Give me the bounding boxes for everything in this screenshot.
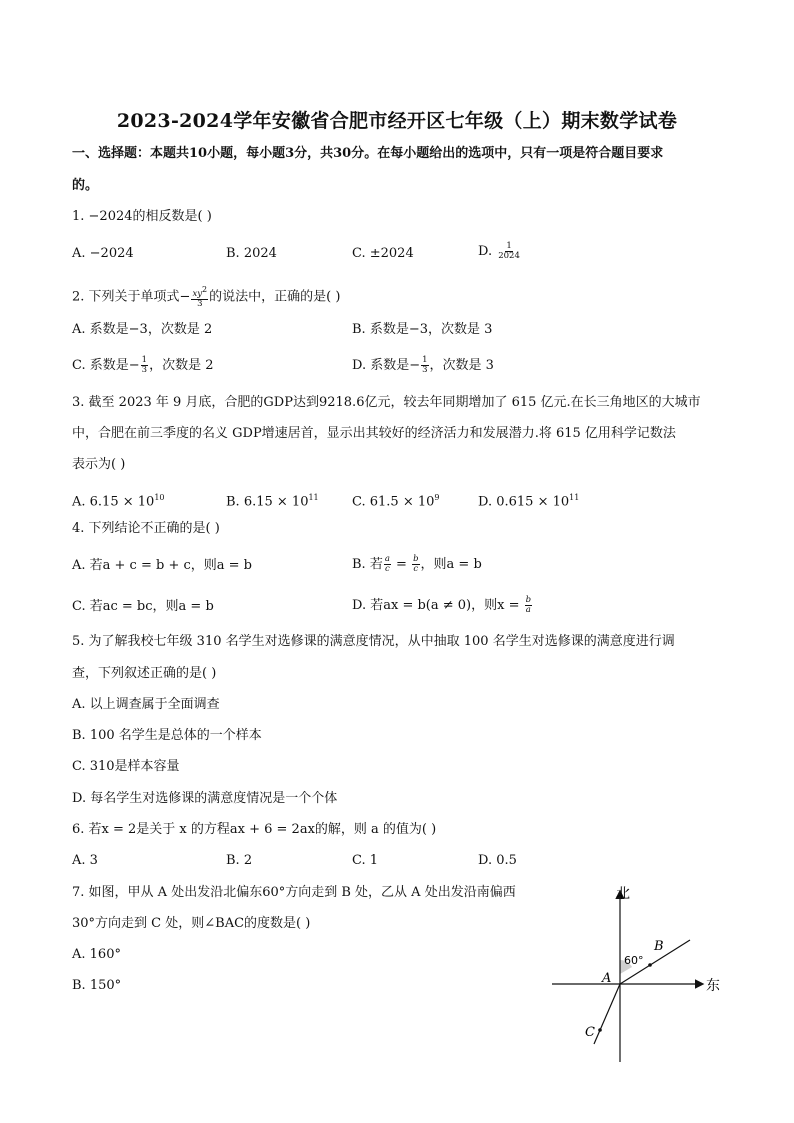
direction-diagram: [548, 878, 728, 1068]
q1-option-c: C. ±2024: [352, 246, 414, 261]
q2-option-b: B. 系数是−3，次数是 3: [352, 322, 493, 337]
angle-label: 60°: [624, 954, 644, 967]
q5-option-d: D. 每名学生对选修课的满意度情况是一个个体: [72, 791, 338, 806]
q2-option-d: D. 系数是− $\frac{1}{3}$ ，次数是 3: [352, 355, 494, 375]
q5-option-b: B. 100 名学生是总体的一个样本: [72, 728, 262, 743]
question-3-line-3: 表示为( ): [72, 457, 126, 472]
q4-option-c: C. 若ac = bc，则a = b: [72, 599, 214, 614]
point-b: [648, 963, 652, 967]
q5-option-c: C. 310是样本容量: [72, 759, 180, 774]
q7-option-a: A. 160°: [72, 947, 121, 962]
question-3-line-2: 中，合肥在前三季度的名义 GDP增速居首，显示出其较好的经济活力和发展潜力.将 615 亿用科学记数法: [72, 426, 676, 441]
q3-option-c: C. $61.5 \times 10^9$: [352, 493, 440, 510]
q2-option-a: A. 系数是−3，次数是 2: [72, 322, 213, 337]
question-7-line-2: 30°方向走到 C 处，则∠BAC的度数是( ): [72, 916, 311, 931]
section-heading-cont: 的。: [72, 178, 99, 193]
question-2-stem: 2. 下列关于单项式− $\frac{xy^2}{3}$ 的说法中，正确的是( ): [72, 285, 341, 309]
q3-option-a: A. $6.15 \times 10^{10}$: [72, 493, 165, 510]
north-label: 北: [616, 886, 630, 902]
label-c: C: [585, 1025, 595, 1040]
question-5-line-2: 查，下列叙述正确的是( ): [72, 666, 217, 681]
q7-option-b: B. 150°: [72, 978, 122, 993]
q1-option-a: A. −2024: [72, 246, 134, 261]
q1-option-d: D. $\frac{1}{2024}$: [478, 241, 520, 261]
question-3-line-1: 3. 截至 2023 年 9 月底，合肥的GDP达到9218.6亿元，较去年同期增加了 615 亿元.在长三角地区的大城市: [72, 395, 701, 410]
q4-option-b: B. 若 $\frac{a}{c}$ = $\frac{b}{c}$ ，则a = b: [352, 554, 482, 574]
q2-option-c: C. 系数是− $\frac{1}{3}$ ，次数是 2: [72, 355, 214, 375]
point-c: [598, 1028, 602, 1032]
section-heading: 一、选择题：本题共10小题，每小题3分，共30分。在每小题给出的选项中，只有一项是符合题目要求: [72, 146, 664, 161]
q3-option-b: B. $6.15 \times 10^{11}$: [226, 493, 319, 510]
q4-option-d: D. 若ax = b(a ≠ 0)，则x = $\frac{b}{a}$: [352, 595, 532, 615]
q1-option-b: B. 2024: [226, 246, 277, 261]
label-b: B: [654, 939, 664, 954]
q6-option-d: D. 0.5: [478, 853, 517, 868]
label-a: A: [602, 971, 612, 986]
question-7-line-1: 7. 如图，甲从 A 处出发沿北偏东60°方向走到 B 处，乙从 A 处出发沿南偏西: [72, 885, 516, 900]
q6-option-a: A. 3: [72, 853, 98, 868]
page-title: 2023-2024学年安徽省合肥市经开区七年级（上）期末数学试卷: [116, 110, 678, 132]
question-5-line-1: 5. 为了解我校七年级 310 名学生对选修课的满意度情况，从中抽取 100 名学生对选修课的满意度进行调: [72, 634, 675, 649]
q3-option-d: D. $0.615 \times 10^{11}$: [478, 493, 580, 510]
question-1-stem: 1. −2024的相反数是( ): [72, 209, 212, 224]
ray-ac: [594, 984, 620, 1044]
question-6-stem: 6. 若x = 2是关于 x 的方程ax + 6 = 2ax的解，则 a 的值为( ): [72, 822, 437, 837]
east-label: 东: [706, 978, 720, 994]
q5-option-a: A. 以上调查属于全面调查: [72, 697, 220, 712]
q6-option-b: B. 2: [226, 853, 253, 868]
q6-option-c: C. 1: [352, 853, 379, 868]
q4-option-a: A. 若a + c = b + c，则a = b: [72, 558, 252, 573]
question-4-stem: 4. 下列结论不正确的是( ): [72, 521, 220, 536]
